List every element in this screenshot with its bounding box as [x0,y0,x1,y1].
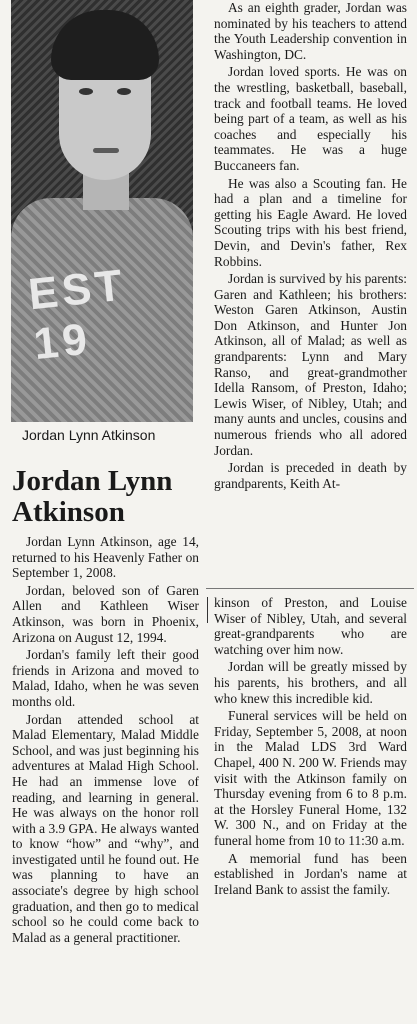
paragraph: Jordan Lynn Atkinson, age 14, returned to his Heavenly Father on September 1, 2008. [12,534,199,581]
paragraph: Jordan, beloved son of Garen Allen and Kathleen Wiser Atkinson, was born in Phoenix, Arizona on August 12, 1994. [12,582,199,645]
column-2 [214,0,407,493]
headline-line-1: Jordan Lynn [12,465,173,497]
paragraph: He was also a Scouting fan. He had a plan and a timeline for getting his Eagle Award. He loved Scouting trips with his best friend, Devin, and Devin's father, Rex Robbins. [214,175,407,269]
column-divider [206,588,414,589]
paragraph: As an eighth grader, Jordan was nominated by his teachers to attend the Youth Leadership convention in Washington, DC. [214,0,407,62]
obituary-headline [12,466,202,528]
paragraph: Jordan's family left their good friends in Arizona and moved to Malad, Idaho, when he was seven months old. [12,647,199,709]
column-rule [207,597,208,623]
paragraph: Jordan is preceded in death by grandparents, Keith At- [214,460,407,491]
portrait-photo [11,0,193,422]
column-1 [12,534,199,947]
paragraph: Jordan will be greatly missed by his parents, his brothers, and all who knew this incredible kid. [214,659,407,706]
paragraph: Jordan loved sports. He was on the wrestling, basketball, baseball, track and football teams. He loved being part of a team, as well as his coaches and especially his teammates. He was a huge Buccaneers fan. [214,64,407,173]
paragraph: Jordan is survived by his parents: Garen and Kathleen; his brothers: Weston Garen Atkinson, Austin Don Atkinson, and Hunter Jon Atkinson, all of Malad; as well as grandparents: Lynn and Mary Ranso, and great-grandmother Idella Ransom, of Preston, Idaho; Lewis Wiser, of Nibley, Utah; and many aunts and uncles, cousins and numerous friends who all adored Jordan. [214,271,407,458]
photo-caption: Jordan Lynn Atkinson [22,427,156,443]
paragraph: kinson of Preston, and Louise Wiser of Nibley, Utah, and several great-grandparents who are watching over him now. [214,595,407,657]
paragraph: Jordan attended school at Malad Elementary, Malad Middle School, and was just beginning his adventures at Malad High School. He had an immense love of reading, and learning in general. He was always on the honor roll with a 3.9 GPA. He always wanted to know “how” and “why”, and investigated until he found out. He was planning to have an associate's degree by high school graduation, and then go to medical school so he could come back to Malad as a general practitioner. [12,711,199,945]
paragraph: A memorial fund has been established in Jordan's name at Ireland Bank to assist the family. [214,850,407,897]
shirt-print: EST 19 [26,260,129,370]
headline-line-2: Atkinson [12,496,125,528]
paragraph: Funeral services will be held on Friday, September 5, 2008, at noon in the Malad LDS 3rd Ward Chapel, 400 N. 200 W. Friends may visit with the Atkinson family on Thursday evening from 6 to 8 p.m. at the Horsley Funeral Home, 132 W. 300 N., and on Friday at the funeral home from 10 to 11:30 a.m. [214,708,407,848]
column-3 [214,595,407,899]
